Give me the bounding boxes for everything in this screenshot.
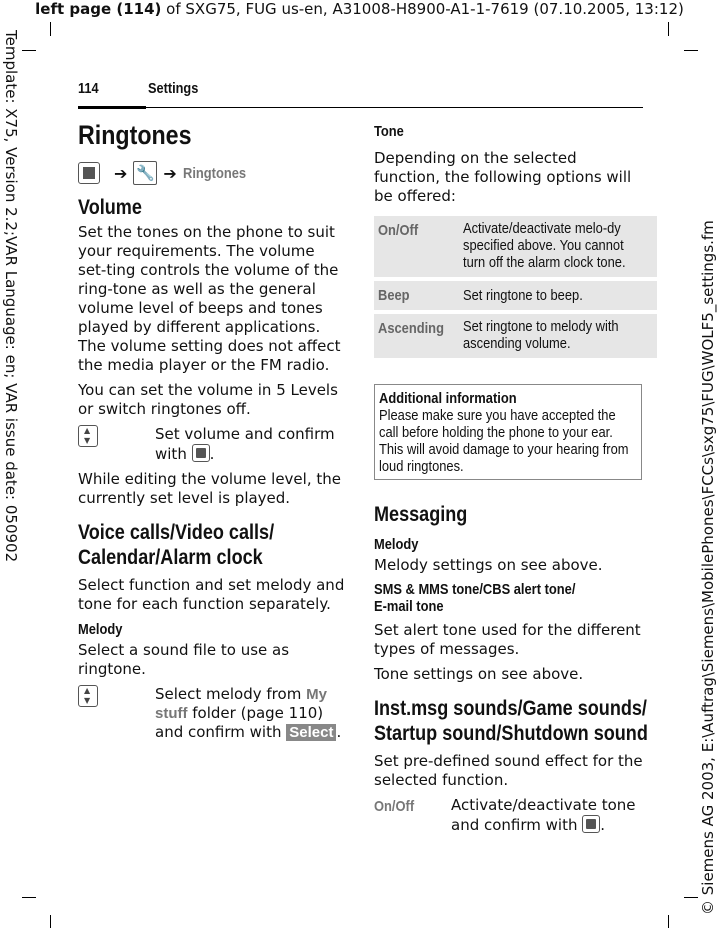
tone-settings-paragraph: Tone settings on see above. [374, 665, 584, 683]
messaging-heading: Messaging [374, 503, 468, 526]
sms-tone-heading-line2: E-mail tone [374, 598, 444, 615]
center-key-icon [582, 815, 600, 833]
info-title: Additional information [379, 390, 517, 407]
crop-mark [684, 50, 698, 51]
inst-msg-paragraph: Set pre-defined sound effect for the selected function. [374, 752, 643, 789]
option-key: On/Off [378, 222, 419, 239]
melody-paragraph: Select a sound file to use as ringtone. [78, 641, 290, 678]
onoff-instruction [374, 796, 644, 835]
crop-mark [50, 22, 51, 36]
crop-mark [22, 50, 36, 51]
tone-options-table [374, 212, 657, 362]
copyright-text: © Siemens AG 2003, E:\Auftrag\Siemens\MobilePhones\FCCs\sxg75\FUG\WOLF5_settings.fm [699, 220, 717, 915]
tone-heading: Tone [374, 123, 404, 140]
page-number: 114 [78, 80, 99, 97]
melody-heading: Melody [78, 621, 123, 638]
crop-mark [22, 897, 36, 898]
onoff-desc: Activate/deactivate tone and confirm with [451, 796, 636, 834]
table-row [374, 314, 657, 358]
inst-msg-heading-line1: Inst.msg sounds/Game sounds/ [374, 697, 647, 720]
key-instruction-volume [78, 425, 346, 464]
table-row [374, 281, 657, 310]
volume-heading: Volume [78, 196, 142, 219]
header-rule [78, 106, 146, 109]
onoff-desc-end: . [600, 816, 606, 834]
key-desc: Select melody from [155, 685, 302, 703]
navigation-key-icon [78, 685, 98, 707]
arrow-right-icon: ➔ [114, 163, 128, 183]
inst-msg-heading-line2: Startup sound/Shutdown sound [374, 722, 648, 745]
crop-mark [668, 915, 669, 928]
option-value: Set ringtone to beep. [462, 287, 583, 304]
volume-levels-paragraph: You can set the volume in 5 Levels or switch ringtones off. [78, 381, 338, 418]
print-header-line [0, 0, 719, 18]
option-key: Ascending [378, 320, 444, 337]
left-column [78, 118, 346, 748]
messaging-melody-heading: Melody [374, 536, 419, 553]
crop-mark [50, 915, 51, 928]
option-key: Beep [378, 287, 410, 304]
copyright-vertical [697, 220, 719, 928]
volume-editing-paragraph: While editing the volume level, the currently set level is played. [78, 470, 341, 507]
arrow-right-icon: ➔ [163, 163, 177, 183]
crop-mark [684, 897, 698, 898]
menu-key-icon [78, 162, 100, 184]
voice-calls-heading-line2: Calendar/Alarm clock [78, 546, 263, 569]
key-desc-end: . [336, 723, 342, 741]
print-header-bold: left page (114) [35, 0, 162, 18]
page-title: Ringtones [78, 120, 192, 150]
table-row [374, 216, 657, 277]
key-desc-mid: folder (page 110) and confirm with [155, 704, 324, 741]
sms-tone-heading-line1: SMS & MMS tone/CBS alert tone/ [374, 581, 576, 598]
crop-mark [668, 22, 669, 36]
messaging-melody-paragraph: Melody settings on see above. [374, 556, 603, 574]
info-text: Please make sure you have accepted the call before holding the phone to your ear. This will avoid damage to your hearing from loud ringtones. [379, 407, 629, 475]
key-instruction-melody [78, 685, 346, 742]
additional-info-box [374, 384, 642, 480]
center-key-icon [192, 444, 210, 462]
template-info-vertical [2, 30, 22, 590]
wrench-icon: 🔧 [133, 161, 157, 185]
right-column [374, 118, 648, 841]
section-title: Settings [148, 80, 199, 97]
menu-path [78, 157, 346, 189]
option-value: Set ringtone to melody with ascending volume. [462, 318, 619, 352]
volume-paragraph: Set the tones on the phone to suit your requirements. The volume set-ting controls the volume of the ring-tone as well as the general volume level of beeps and tones played by different applications. The volume setting does not affect the media player or the FM radio. [78, 223, 341, 374]
voice-calls-heading-line1: Voice calls/Video calls/ [78, 521, 275, 544]
template-info-text: Template: X75, Version 2.2;VAR Language: en; VAR issue date: 050902 [2, 30, 20, 563]
voice-calls-paragraph: Select function and set melody and tone for each function separately. [78, 576, 345, 613]
sms-tone-paragraph: Set alert tone used for the different types of messages. [374, 621, 641, 658]
key-desc: Set volume and confirm with [155, 425, 335, 463]
option-value: Activate/deactivate melo-dy specified above. You cannot turn off the alarm clock tone. [462, 220, 626, 271]
menu-path-label: Ringtones [182, 164, 246, 182]
key-desc-end: . [209, 445, 215, 463]
onoff-key: On/Off [374, 798, 415, 815]
my-stuff-label: My stuff [155, 686, 327, 722]
tone-paragraph: Depending on the selected function, the following options will be offered: [374, 149, 632, 205]
select-softkey: Select [286, 724, 336, 741]
navigation-key-icon [78, 425, 98, 447]
print-header-rest: of SXG75, FUG us-en, A31008-H8900-A1-1-7619 (07.10.2005, 13:12) [161, 0, 684, 18]
page-header [78, 80, 643, 108]
